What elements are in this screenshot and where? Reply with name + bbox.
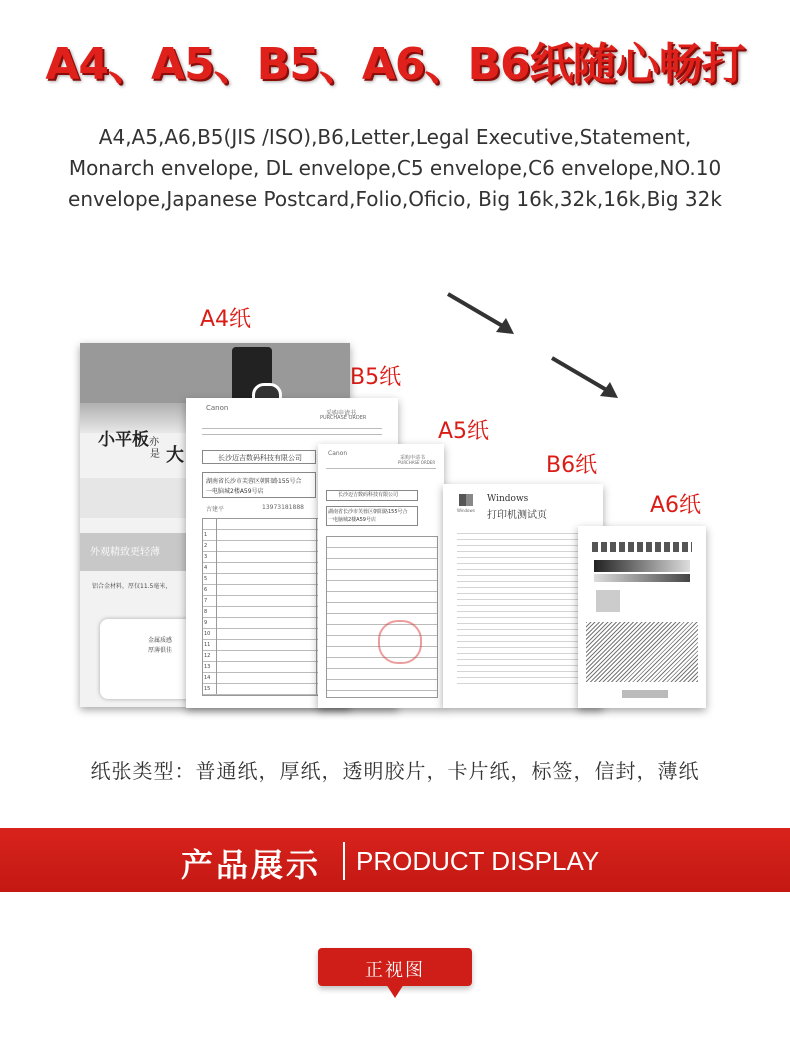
list-item: 11: [204, 642, 211, 648]
list-item: 4: [204, 565, 208, 571]
list-item: 13: [204, 664, 211, 670]
list-item: 6: [204, 587, 208, 593]
list-item: 15: [204, 686, 211, 692]
list-item: 14: [204, 675, 211, 681]
a4-title-small: 亦: [149, 437, 159, 448]
list-item: 9: [204, 620, 208, 626]
banner-title-cn: 产品展示: [181, 846, 322, 884]
front-view-tab[interactable]: [318, 948, 472, 986]
sizes-line-2: Monarch envelope, DL envelope,C5 envelope,C6 envelope,NO.10: [68, 156, 722, 180]
a5-address: 湖南省长沙市芙蓉区朝阳路155号合: [328, 509, 408, 515]
b5-address: 湖南省长沙市芙蓉区朝阳路155号合: [206, 478, 302, 485]
front-view-tab-label: 正视图: [365, 960, 425, 981]
paper-types: 纸张类型：普通纸，厚纸，透明胶片，卡片纸，标签，信封，薄纸: [90, 759, 700, 783]
a5-address-2: 一电脑城2楼A59号店: [328, 517, 376, 523]
a4-band-text: 外观精致更轻薄: [90, 547, 160, 558]
a4-sub-text: 铝合金材料，厚仅11.5毫米，: [92, 583, 172, 590]
b5-form-title: 采购申请书: [326, 410, 357, 417]
list-item: 3: [204, 554, 208, 560]
headline: A4、A5、B5、A6、B6纸随心畅打: [45, 39, 745, 90]
arrow-icon: [544, 352, 624, 404]
a4-badge-1: 金属质感: [148, 637, 173, 644]
b5-address-2: 一电脑城2楼A59号店: [206, 488, 264, 495]
a5-form-sub: PURCHASE ORDER: [398, 460, 436, 465]
section-banner: [0, 828, 790, 892]
a6-sheet: [578, 526, 706, 708]
a5-brand: Canon: [328, 450, 348, 457]
b5-phone: 13973181888: [262, 504, 304, 511]
label-b6: B6纸: [546, 453, 598, 478]
a5-company: 长沙迈吉数码科技有限公司: [338, 492, 399, 498]
list-item: 10: [204, 631, 211, 637]
b5-brand: Canon: [206, 404, 229, 412]
a4-title-big: 大: [166, 445, 184, 466]
list-item: 12: [204, 653, 211, 659]
list-item: 5: [204, 576, 208, 582]
a4-title-second: 是: [150, 449, 160, 460]
list-item: 8: [204, 609, 208, 615]
label-a5: A5纸: [438, 419, 490, 444]
tab-pointer: [386, 984, 404, 998]
b6-title-en: Windows: [487, 494, 529, 504]
b5-contact: 古建平: [206, 506, 225, 513]
list-item: 7: [204, 598, 208, 604]
banner-title-en: PRODUCT DISPLAY: [356, 846, 600, 876]
list-item: 2: [204, 543, 208, 549]
b5-form-sub: PURCHASE ORDER: [320, 415, 367, 421]
windows-logo-icon: [459, 494, 473, 506]
label-a6: A6纸: [650, 493, 702, 518]
a4-badge-2: 厚薄俱佳: [148, 647, 173, 654]
arrow-icon: [440, 288, 520, 340]
label-a4: A4纸: [200, 307, 252, 332]
b5-company: 长沙迈吉数码科技有限公司: [218, 454, 302, 462]
a5-sheet: [318, 444, 444, 708]
banner-separator: [343, 842, 345, 880]
a5-form-title: 采购申请书: [400, 455, 426, 461]
sizes-line-3: envelope,Japanese Postcard,Folio,Oficio, Big 16k,32k,16k,Big 32k: [68, 187, 722, 211]
b6-logo: Windows: [457, 508, 475, 513]
b5-row-numbers: [204, 530, 210, 695]
sizes-line-1: A4,A5,A6,B5(JIS /ISO),B6,Letter,Legal Executive,Statement,: [98, 125, 692, 149]
label-b5: B5纸: [350, 365, 402, 390]
b6-title-cn: 打印机测试页: [487, 510, 547, 521]
supported-sizes-text: [40, 122, 750, 215]
list-item: 1: [204, 532, 208, 538]
a4-title-main: 小平板: [98, 430, 149, 450]
